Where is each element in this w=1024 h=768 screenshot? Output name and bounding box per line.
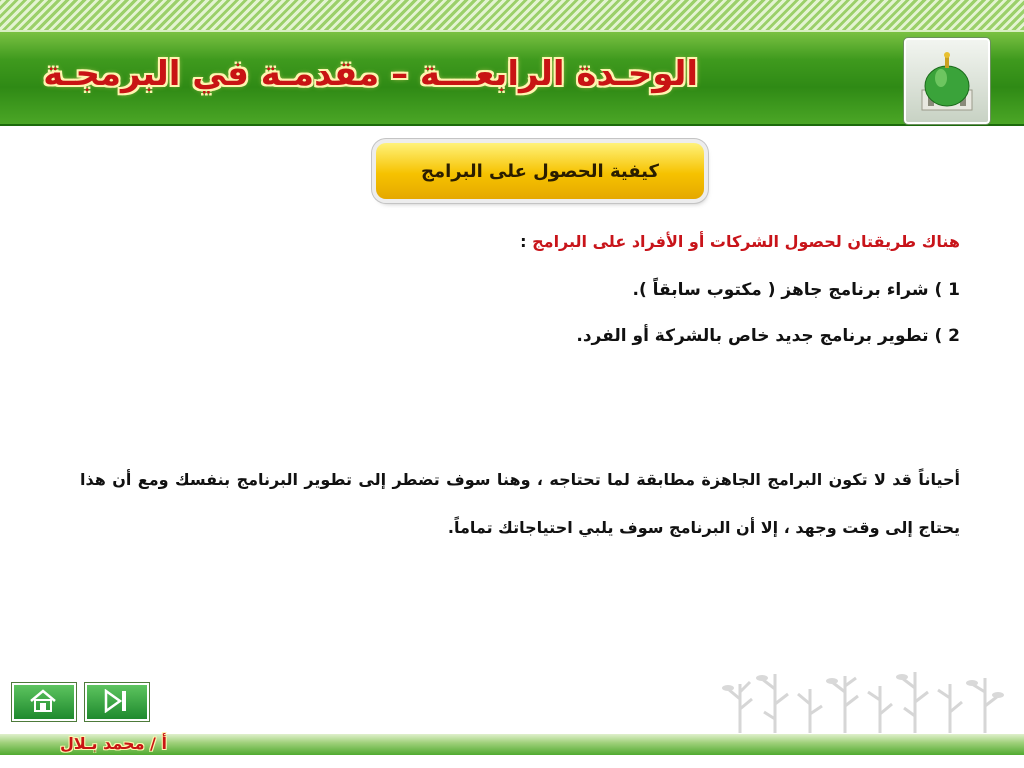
intro-colon: : bbox=[520, 232, 533, 251]
list-item-1: 1 ) شراء برنامج جاهز ( مكتوب سابقاً ). bbox=[632, 280, 960, 300]
list-item-2: 2 ) تطوير برنامج جديد خاص بالشركة أو الفرد. bbox=[576, 326, 960, 346]
footer-bottom-margin bbox=[0, 755, 1024, 768]
next-slide-icon bbox=[102, 689, 130, 713]
plants-decoration bbox=[720, 664, 1010, 734]
next-slide-button[interactable] bbox=[85, 683, 149, 721]
author-name: أ / محمد بـلال bbox=[60, 734, 167, 753]
intro-text: هناك طريقتان لحصول الشركات أو الأفراد على البرامج bbox=[532, 232, 960, 251]
explanation-paragraph: أحياناً قد لا تكون البرامج الجاهزة مطابقة لما تحتاجه ، وهنا سوف تضطر إلى تطوير البرنامج بنفسك ومع أن هذا يحتاج إلى وقت وجهد ، إلا أن البرنامج سوف يلبي احتياجاتك تماماً. bbox=[80, 470, 960, 537]
section-title-button: كيفية الحصول على البرامج bbox=[376, 143, 704, 199]
top-stripe-decoration bbox=[0, 0, 1024, 30]
mosque-dome-icon bbox=[912, 46, 982, 116]
unit-title: الوحـدة الرابعـــة – مقدمـة في البرمجـة bbox=[43, 54, 698, 94]
home-button[interactable] bbox=[12, 683, 76, 721]
home-icon bbox=[29, 689, 57, 713]
logo bbox=[904, 38, 990, 124]
intro-line bbox=[520, 232, 960, 251]
